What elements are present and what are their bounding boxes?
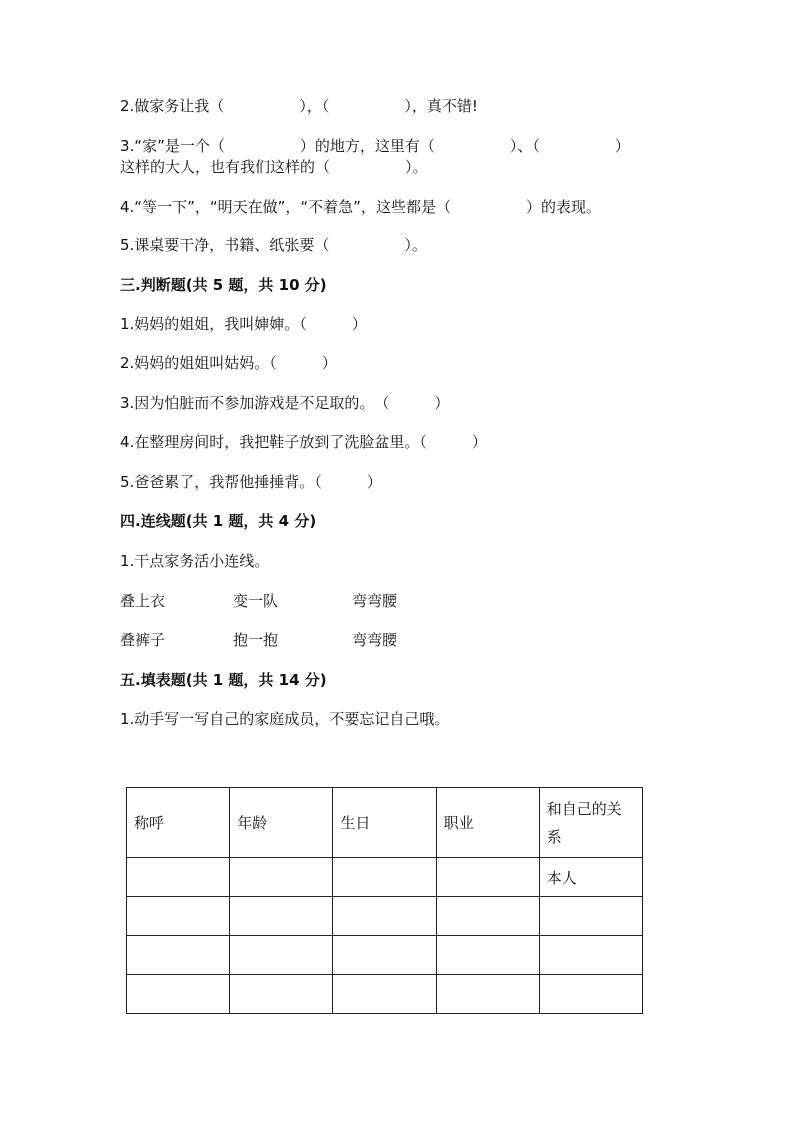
header-cell-age: 年龄 bbox=[230, 788, 333, 858]
fill-in-question-4: 4.“等一下”，“明天在做”，“不着急”，这些都是（ ）的表现。 bbox=[120, 198, 601, 216]
table-prompt: 1.动手写一写自己的家庭成员，不要忘记自己哦。 bbox=[120, 710, 450, 728]
true-false-question-4: 4.在整理房间时，我把鞋子放到了洗脸盆里。（ ） bbox=[120, 433, 487, 451]
relation-self-cell: 本人 bbox=[539, 858, 642, 897]
table-cell[interactable] bbox=[230, 936, 333, 975]
table-header-row bbox=[127, 788, 643, 858]
table-cell[interactable] bbox=[230, 897, 333, 936]
matching-item-row1-col1: 叠上衣 bbox=[120, 592, 166, 610]
fill-in-question-3-line-2: 这样的大人，也有我们这样的（ ）。 bbox=[120, 158, 428, 176]
table-cell[interactable] bbox=[436, 897, 539, 936]
matching-prompt: 1.干点家务活小连线。 bbox=[120, 552, 270, 570]
table-cell[interactable] bbox=[127, 975, 230, 1014]
table-cell[interactable] bbox=[127, 897, 230, 936]
table-cell[interactable] bbox=[333, 975, 436, 1014]
table-row bbox=[127, 858, 643, 897]
matching-item-row1-col2: 变一队 bbox=[233, 592, 279, 610]
header-cell-relation: 和自己的关系 bbox=[539, 788, 642, 858]
true-false-question-2: 2.妈妈的姐姐叫姑妈。（ ） bbox=[120, 354, 337, 372]
matching-item-row2-col3: 弯弯腰 bbox=[352, 631, 398, 649]
header-cell-title: 称呼 bbox=[127, 788, 230, 858]
table-cell[interactable] bbox=[333, 897, 436, 936]
section-4-heading: 四.连线题(共 1 题，共 4 分) bbox=[120, 512, 317, 530]
fill-in-question-3-line-1: 3.“家”是一个（ ）的地方，这里有（ ）、（ ） bbox=[120, 137, 630, 155]
table-cell[interactable] bbox=[436, 975, 539, 1014]
table-cell[interactable] bbox=[539, 936, 642, 975]
header-cell-birthday: 生日 bbox=[333, 788, 436, 858]
table-cell[interactable] bbox=[230, 975, 333, 1014]
table-cell[interactable] bbox=[539, 975, 642, 1014]
true-false-question-3: 3.因为怕脏而不参加游戏是不足取的。 （ ） bbox=[120, 394, 450, 412]
matching-item-row2-col2: 抱一抱 bbox=[233, 631, 279, 649]
table-cell[interactable] bbox=[539, 897, 642, 936]
true-false-question-1: 1.妈妈的姐姐，我叫婶婶。（ ） bbox=[120, 315, 367, 333]
table-cell[interactable] bbox=[436, 936, 539, 975]
table-cell[interactable] bbox=[436, 858, 539, 897]
true-false-question-5: 5.爸爸累了，我帮他捶捶背。（ ） bbox=[120, 473, 382, 491]
table-cell[interactable] bbox=[333, 936, 436, 975]
table-cell[interactable] bbox=[230, 858, 333, 897]
table-cell[interactable] bbox=[127, 858, 230, 897]
section-3-heading: 三.判断题(共 5 题，共 10 分) bbox=[120, 276, 327, 294]
table-cell[interactable] bbox=[333, 858, 436, 897]
fill-in-question-2: 2.做家务让我（ ），（ ），真不错! bbox=[120, 97, 478, 115]
matching-item-row1-col3: 弯弯腰 bbox=[352, 592, 398, 610]
table-row bbox=[127, 975, 643, 1014]
section-5-heading: 五.填表题(共 1 题，共 14 分) bbox=[120, 671, 327, 689]
fill-in-question-5: 5.课桌要干净，书籍、纸张要（ ）。 bbox=[120, 236, 427, 254]
table-row bbox=[127, 897, 643, 936]
family-members-table bbox=[126, 787, 643, 1014]
matching-item-row2-col1: 叠裤子 bbox=[120, 631, 166, 649]
header-cell-occupation: 职业 bbox=[436, 788, 539, 858]
table-row bbox=[127, 936, 643, 975]
table-cell[interactable] bbox=[127, 936, 230, 975]
